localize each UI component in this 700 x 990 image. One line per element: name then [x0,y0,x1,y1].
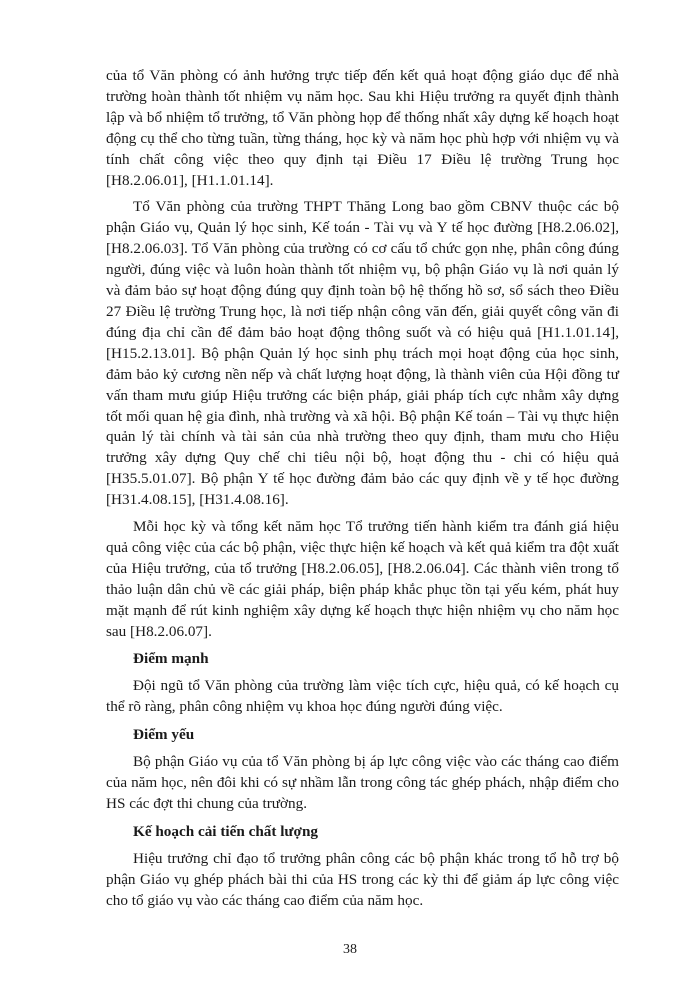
paragraph-weaknesses: Bộ phận Giáo vụ của tổ Văn phòng bị áp lực công việc vào các tháng cao điểm của năm học, nên đôi khi có sự nhầm lẫn trong công tác ghép phách, nhập điểm cho HS các đợt thi chung của trường. [106,753,619,812]
paragraph-strengths: Đội ngũ tổ Văn phòng của trường làm việc tích cực, hiệu quả, có kế hoạch cụ thể rõ ràng, phân công nhiệm vụ khoa học đúng người đúng việc. [106,677,619,716]
paragraph-office-structure: Tổ Văn phòng của trường THPT Thăng Long bao gồm CBNV thuộc các bộ phận Giáo vụ, Quản lý học sinh, Kế toán - Tài vụ và Y tế học đường [H8.2.06.02], [H8.2.06.03]. Tổ Văn phòng của trường có cơ cấu tổ chức gọn nhẹ, phân công đúng người, đúng việc và luôn hoàn thành tốt nhiệm vụ, bộ phận Giáo vụ là nơi quản lý và đảm bảo sự hoạt động đúng quy định toàn bộ hệ thống hồ sơ, sổ sách theo Điều 27 Điều lệ trường Trung học, là nơi tiếp nhận công văn đến, giải quyết công văn đi đúng địa chỉ cần để đảm bảo hoạt động thông suốt và có hiệu quả [H1.1.01.14], [H15.2.13.01]. Bộ phận Quản lý học sinh phụ trách mọi hoạt động của học sinh, đảm bảo kỷ cương nền nếp và chất lượng hoạt động, là thành viên của Hội đồng tư vấn tham mưu giúp Hiệu trưởng các biện pháp, giải pháp tích cực nhằm xây dựng tốt mối quan hệ gia đình, nhà trường và xã hội. Bộ phận Kế toán – Tài vụ thực hiện quản lý tài chính và tài sản của nhà trường theo quy định, tham mưu cho Hiệu trưởng xây dựng Quy chế chi tiêu nội bộ, hoạt động thu - chi có hiệu quả [H35.5.01.07]. Bộ phận Y tế học đường đảm bảo các quy định về y tế học đường [H31.4.08.15], [H31.4.08.16]. [106,198,619,509]
heading-strengths: Điểm mạnh [133,650,209,668]
paragraph-evaluation: Mỗi học kỳ và tổng kết năm học Tổ trưởng tiến hành kiểm tra đánh giá hiệu quả công việc của các bộ phận, việc thực hiện kế hoạch và kết quả kiểm tra đột xuất của Hiệu trưởng, của tổ trưởng [H8.2.06.05], [H8.2.06.04]. Các thành viên trong tổ thảo luận dân chủ về các giải pháp, biện pháp khắc phục tồn tại yếu kém, phát huy mặt mạnh để rút kinh nghiệm xây dựng kế hoạch thực hiện nhiệm vụ cho năm học sau [H8.2.06.07]. [106,518,619,640]
page-number: 38 [343,942,357,957]
paragraph-continuation: của tổ Văn phòng có ảnh hưởng trực tiếp đến kết quả hoạt động giáo dục để nhà trường hoàn thành tốt nhiệm vụ năm học. Sau khi Hiệu trưởng ra quyết định thành lập và bổ nhiệm tổ trưởng, tổ Văn phòng họp để thống nhất xây dựng kế hoạch hoạt động cụ thể cho từng tuần, từng tháng, học kỳ và năm học phù hợp với nhiệm vụ và tính chất công việc theo quy định tại Điều 17 Điều lệ trường Trung học [H8.2.06.01], [H1.1.01.14]. [106,67,619,189]
paragraph-improvement-plan: Hiệu trưởng chỉ đạo tổ trưởng phân công các bộ phận khác trong tổ hỗ trợ bộ phận Giáo vụ ghép phách bài thi của HS trong các kỳ thi để giảm áp lực công việc cho tổ giáo vụ vào các tháng cao điểm của năm học. [106,849,619,909]
heading-weaknesses: Điểm yếu [133,726,195,744]
heading-improvement-plan: Kế hoạch cải tiến chất lượng [133,822,319,840]
body-text [106,66,619,911]
